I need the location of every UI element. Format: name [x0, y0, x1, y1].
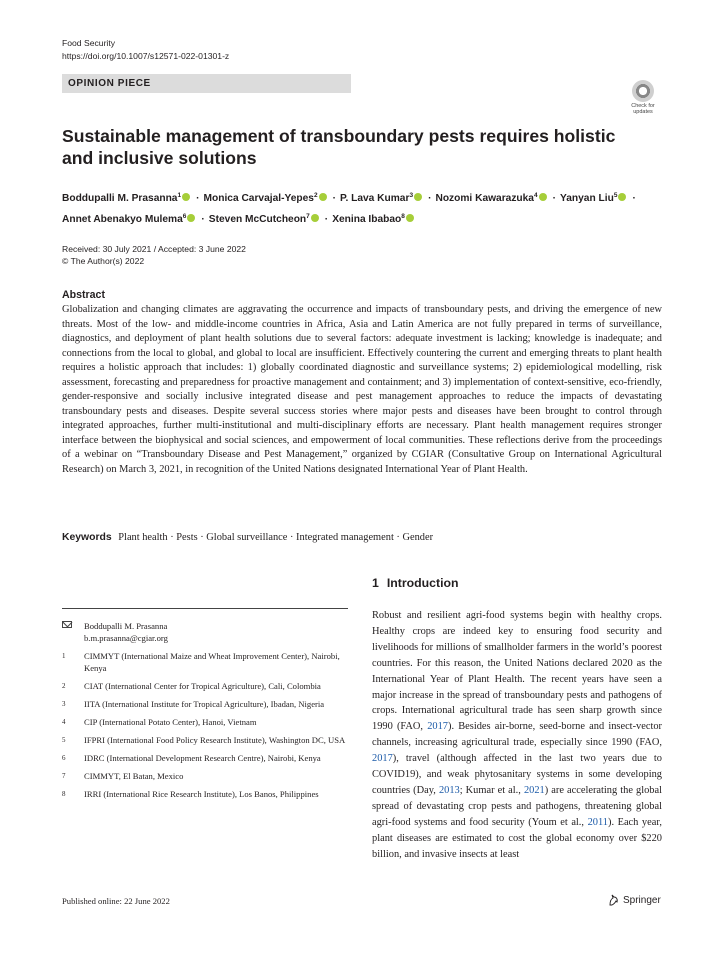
author[interactable]: Yanyan Liu$^5$: [560, 193, 628, 204]
springer-horse-icon: [608, 894, 619, 906]
citation-link[interactable]: 2013: [438, 784, 460, 796]
section-heading-introduction: 1 Introduction: [372, 576, 459, 590]
copyright: © The Author(s) 2022: [62, 256, 145, 266]
orcid-icon[interactable]: [311, 214, 319, 222]
keywords-list: Plant health · Pests · Global surveillance · Integrated management · Gender: [118, 532, 434, 543]
orcid-icon[interactable]: [406, 214, 414, 222]
author[interactable]: P. Lava Kumar$^3$: [340, 193, 424, 204]
orcid-icon[interactable]: [182, 193, 190, 201]
citation-link[interactable]: 2017: [427, 721, 448, 733]
author[interactable]: Monica Carvajal-Yepes$^2$: [204, 193, 329, 204]
corresponding-email[interactable]: b.m.prasanna@cgiar.org: [84, 633, 168, 643]
author[interactable]: Steven McCutcheon$^7$: [209, 214, 321, 225]
affiliation-item: 6 IDRC (International Development Research Centre), Nairobi, Kenya: [62, 753, 321, 763]
check-for-updates-badge[interactable]: [624, 80, 662, 114]
orcid-icon[interactable]: [414, 193, 422, 201]
journal-header: [62, 37, 229, 63]
affiliation-item: 3 IITA (International Institute for Tropical Agriculture), Ibadan, Nigeria: [62, 699, 325, 709]
orcid-icon[interactable]: [539, 193, 547, 201]
citation-link[interactable]: 2011: [587, 816, 608, 828]
author-line-1: Boddupalli M. Prasanna$^1$ · Monica Carvajal-Yepes$^2$ · P. Lava Kumar$^3$ · Nozomi Kawarazuka$^4$ · Yanyan Liu$^5$ ·: [62, 192, 636, 204]
published-online: Published online: 22 June 2022: [62, 896, 170, 906]
orcid-icon[interactable]: [618, 193, 626, 201]
author[interactable]: Annet Abenakyo Mulema$^6$: [62, 214, 197, 225]
article-title: Sustainable management of transboundary pests requires holistic and inclusive solutions: [62, 126, 616, 168]
article-type-tag: OPINION PIECE: [62, 74, 351, 93]
corresponding-author: Boddupalli M. Prasanna: [84, 621, 168, 631]
check-updates-icon: [632, 80, 654, 102]
keywords: [62, 532, 662, 543]
author-line-2: Annet Abenakyo Mulema$^6$ · Steven McCutcheon$^7$ · Xenina Ibabao$^8$: [62, 208, 672, 229]
journal-name: Food Security: [62, 38, 116, 48]
received-accepted: Received: 30 July 2021 / Accepted: 3 June 2022: [62, 244, 246, 254]
abstract-text: Globalization and changing climates are aggravating the occurrence and impacts of transboundary pests, and driving the emergence of new threats. Most of the low- and middle-income countries in Africa, Asia and Latin America are not fully prepared in terms of surveillance, diagnostics, and deployment of plant health solutions due to several factors: adequate investment is lacking; knowledge is inadequate; and connections from the local to global, and global to local are insufficient. Effectively countering the current and emerging threats to plant health requires a holistic approach that includes: 1) globally coordinated diagnostic and surveillance systems; 2) epidemiological modelling, risk assessment, forecasting and preparedness for proactive management and containment; and 3) implementation of context-sensitive, eco-friendly, gender-responsive and socially inclusive integrated disease and pest management approaches to reduce the impacts of devastating transboundary pests and diseases. Despite several success stories where major pests and diseases have been brought to control through integrated approaches, further multi-institutional and multi-disciplinary efforts are necessary. Plant health management requires stronger interface between the biophysical and social sciences, and empowerment of local communities. These reflections derive from the proceedings of a webinar on “Transboundary Disease and Pest Management,” organized by CGIAR (Consultative Group on International Agricultural Research) on March 3, 2021, in recognition of the United Nations designated International Year of Plant Health.: [62, 304, 662, 476]
affiliation-item: 1 CIMMYT (International Maize and Wheat Improvement Center), Nairobi, Kenya: [62, 651, 340, 673]
article-dates: [62, 243, 246, 267]
orcid-icon[interactable]: [187, 214, 195, 222]
author[interactable]: Xenina Ibabao$^8$: [332, 214, 416, 225]
correspondence: [62, 620, 348, 644]
author[interactable]: Nozomi Kawarazuka$^4$: [435, 193, 548, 204]
doi-link[interactable]: https://doi.org/10.1007/s12571-022-01301-z: [62, 51, 230, 61]
author-list: [62, 187, 672, 229]
mail-icon: [62, 621, 72, 628]
affiliation-item: 8 IRRI (International Rice Research Institute), Los Banos, Philippines: [62, 789, 319, 799]
affiliation-item: 5 IFPRI (International Food Policy Research Institute), Washington DC, USA: [62, 735, 346, 745]
citation-link[interactable]: 2021: [523, 784, 545, 796]
introduction-text: Robust and resilient agri-food systems begin with healthy crops. Healthy crops are indeed key to ensuring food security and livelihoods for millions of smallholder farmers in the world’s poorest countries. For this reason, the United Nations declared 2020 as the International Year of Plant Health. The recent years have seen a major increase in the spread of transboundary pests and pathogens of crops. International agricultural trade has seen sharp growth since 1990 (FAO, 2017). Besides air-borne, seed-borne and insect-vector channels, increasing agricultural trade, especially since 1990 (FAO, 2017), travel (although affected in the last two years due to COVID19), and weak phytosanitary systems in some developing countries (Day, 2013; Kumar et al., 2021) are accelerating the global spread of devastating crop pests and pathogens, threatening global agri-food systems and food security (Youm et al., 2011). Each year, plant diseases are estimated to cost the global economy over $220 billion, and invasive insects at least: [372, 610, 662, 860]
check-updates-label: Check for updates: [631, 103, 655, 115]
publisher-name: Springer: [623, 894, 661, 906]
citation-link[interactable]: 2017: [372, 753, 393, 765]
publisher-logo: [608, 894, 661, 906]
abstract-heading: Abstract: [62, 289, 105, 301]
affiliation-item: 4 CIP (International Potato Center), Hanoi, Vietnam: [62, 717, 257, 727]
keywords-heading: Keywords: [62, 532, 112, 543]
affiliation-item: 7 CIMMYT, El Batan, Mexico: [62, 771, 184, 781]
footnote-divider: [62, 608, 348, 609]
orcid-icon[interactable]: [319, 193, 327, 201]
footnotes: [62, 620, 348, 806]
author[interactable]: Boddupalli M. Prasanna$^1$: [62, 193, 192, 204]
affiliation-item: 2 CIAT (International Center for Tropical Agriculture), Cali, Colombia: [62, 681, 321, 691]
